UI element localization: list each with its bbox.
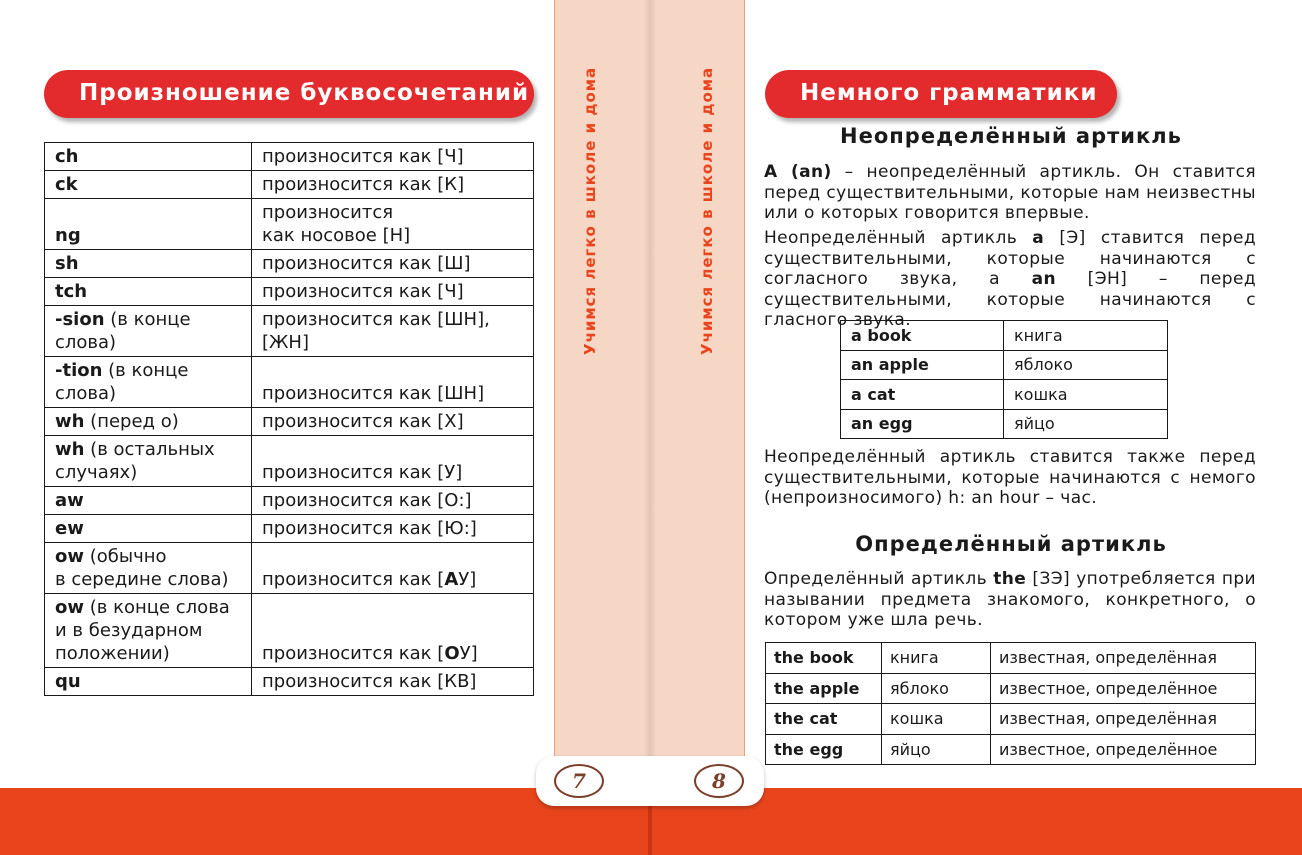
- combo-cell: [45, 515, 252, 543]
- combo-letters: aw: [55, 490, 84, 511]
- indefinite-paragraph-1: A (an) – неопределённый артикль. Он ставится перед существительными, которые нам неизвестны или о которых говорится впервые.: [764, 162, 1256, 223]
- combo-cell: [45, 408, 252, 436]
- pronunciation-cell: произносится как [О:]: [252, 487, 534, 515]
- page-number-tab: [536, 756, 764, 806]
- table-row: [766, 734, 1256, 765]
- article-noun-cell: the cat: [766, 704, 882, 735]
- translation-cell: книга: [882, 643, 991, 674]
- pronunciation-cell: произносится как [Х]: [252, 408, 534, 436]
- combo-cell: [45, 594, 252, 668]
- article-noun-cell: the book: [766, 643, 882, 674]
- table-row: [45, 278, 534, 306]
- table-row: [45, 199, 534, 250]
- combo-cell: [45, 199, 252, 250]
- combo-note: положении): [55, 643, 170, 664]
- table-row: [45, 543, 534, 594]
- table-row: [45, 668, 534, 696]
- table-row: [45, 594, 534, 668]
- combo-cell: [45, 487, 252, 515]
- pronunciation-table: [44, 142, 534, 696]
- spine-text-right: Учимся легко в школе и дома: [698, 66, 716, 355]
- pronunciation-cell: произносится как [К]: [252, 171, 534, 199]
- pronunciation-cell: произносится как носовое [Н]: [252, 199, 534, 250]
- article-noun-cell: the apple: [766, 673, 882, 704]
- translation-cell: книга: [1004, 321, 1168, 351]
- pronunciation-cell: произносится как [КВ]: [252, 668, 534, 696]
- combo-letters: qu: [55, 671, 81, 692]
- combo-note: и в безударном: [55, 620, 203, 641]
- combo-letters: ow: [55, 597, 84, 618]
- definite-paragraph-1: Определённый артикль the [ЗЭ] употребляется при назывании предмета знакомого, конкретного, о котором уже шла речь.: [764, 569, 1256, 630]
- article-noun-cell: an egg: [841, 409, 1004, 439]
- combo-note: в середине слова): [55, 569, 229, 590]
- spine-text-left: Учимся легко в школе и дома: [581, 66, 599, 355]
- combo-letters: ng: [55, 225, 81, 246]
- table-row: [841, 409, 1168, 439]
- table-row: [45, 250, 534, 278]
- pronunciation-cell: произносится как [Ч]: [252, 143, 534, 171]
- pronunciation-cell: произносится как [АУ]: [252, 543, 534, 594]
- combo-cell: [45, 250, 252, 278]
- combo-note: (в конце слова: [84, 597, 230, 618]
- description-cell: известная, определённая: [991, 643, 1256, 674]
- combo-note: (перед о): [84, 411, 179, 432]
- indefinite-article-table: [840, 320, 1168, 439]
- combo-note: (в остальных: [84, 439, 215, 460]
- combo-note: (в конце слова): [55, 360, 189, 404]
- article-noun-cell: the egg: [766, 734, 882, 765]
- indefinite-paragraph-3: Неопределённый артикль ставится также перед существительными, которые начинаются с немого (непроизносимого) h: an hour – час.: [764, 447, 1256, 508]
- pronunciation-cell: произносится как [ОУ]: [252, 594, 534, 668]
- combo-letters: ch: [55, 146, 79, 167]
- combo-letters: wh: [55, 439, 85, 460]
- spine-left: [554, 0, 650, 788]
- description-cell: известное, определённое: [991, 734, 1256, 765]
- page-number-right: 8: [694, 764, 744, 798]
- combo-cell: [45, 436, 252, 487]
- pronunciation-cell: произносится как [Ч]: [252, 278, 534, 306]
- combo-cell: [45, 668, 252, 696]
- pronunciation-cell: произносится как [ШН]: [252, 357, 534, 408]
- combo-letters: ew: [55, 518, 84, 539]
- table-row: [766, 643, 1256, 674]
- combo-cell: [45, 143, 252, 171]
- combo-letters: -sion: [55, 309, 105, 330]
- table-row: [766, 704, 1256, 735]
- translation-cell: кошка: [1004, 380, 1168, 410]
- article-noun-cell: an apple: [841, 350, 1004, 380]
- translation-cell: яйцо: [882, 734, 991, 765]
- table-row: [45, 487, 534, 515]
- translation-cell: яблоко: [882, 673, 991, 704]
- combo-note: (в конце слова): [55, 309, 191, 353]
- combo-letters: -tion: [55, 360, 103, 381]
- combo-letters: sh: [55, 253, 79, 274]
- spine-right: [650, 0, 745, 788]
- table-row: [766, 673, 1256, 704]
- table-row: [45, 357, 534, 408]
- table-row: [45, 515, 534, 543]
- definite-article-heading: Определённый артикль: [855, 532, 1167, 556]
- table-row: [45, 143, 534, 171]
- combo-cell: [45, 357, 252, 408]
- combo-cell: [45, 306, 252, 357]
- translation-cell: яблоко: [1004, 350, 1168, 380]
- article-noun-cell: a cat: [841, 380, 1004, 410]
- combo-letters: wh: [55, 411, 85, 432]
- pronunciation-cell: произносится как [Ю:]: [252, 515, 534, 543]
- table-row: [45, 306, 534, 357]
- table-row: [45, 171, 534, 199]
- table-row: [45, 408, 534, 436]
- description-cell: известное, определённое: [991, 673, 1256, 704]
- article-noun-cell: a book: [841, 321, 1004, 351]
- description-cell: известная, определённая: [991, 704, 1256, 735]
- translation-cell: яйцо: [1004, 409, 1168, 439]
- page-number-left: 7: [554, 764, 604, 798]
- indefinite-paragraph-2: Неопределённый артикль a [Э] ставится перед существительными, которые начинаются с согласного звука, а an [ЭН] – перед существительными, которые начинаются с гласного звука.: [764, 228, 1256, 330]
- combo-cell: [45, 171, 252, 199]
- pronunciation-cell: произносится как [У]: [252, 436, 534, 487]
- indefinite-article-heading: Неопределённый артикль: [840, 124, 1182, 148]
- pronunciation-cell: произносится как [ШН], [ЖН]: [252, 306, 534, 357]
- combo-note: случаях): [55, 462, 138, 483]
- definite-article-table: [765, 642, 1256, 765]
- left-page-title: Произношение буквосочетаний: [44, 70, 534, 118]
- combo-cell: [45, 543, 252, 594]
- pronunciation-cell: произносится как [Ш]: [252, 250, 534, 278]
- table-row: [841, 350, 1168, 380]
- combo-letters: ck: [55, 174, 78, 195]
- right-page-title: Немного грамматики: [765, 70, 1117, 118]
- table-row: [841, 380, 1168, 410]
- table-row: [45, 436, 534, 487]
- combo-note: (обычно: [84, 546, 167, 567]
- combo-letters: ow: [55, 546, 84, 567]
- translation-cell: кошка: [882, 704, 991, 735]
- combo-cell: [45, 278, 252, 306]
- table-row: [841, 321, 1168, 351]
- combo-letters: tch: [55, 281, 88, 302]
